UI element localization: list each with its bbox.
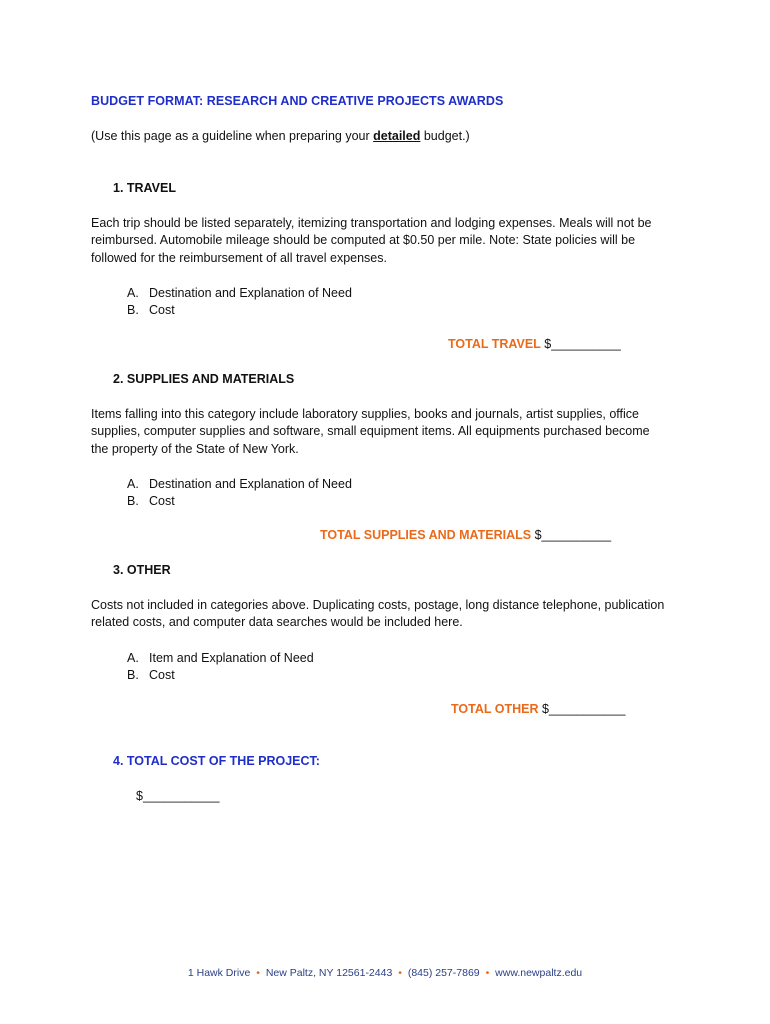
section-paragraph-supplies [91,406,681,458]
paragraph-line: Costs not included in categories above. Duplicating costs, postage, long distance telephone, publication [91,598,665,612]
list-letter: B. [127,494,139,509]
paragraph-line: followed for the reimbursement of all travel expenses. [91,250,387,265]
intro-before: (Use this page as a guideline when preparing your [91,129,374,143]
footer-separator: • [485,967,490,979]
total-blank: $__________ [540,337,621,351]
paragraph-line: Items falling into this category include laboratory supplies, books and journals, artist supplies, office [91,407,639,421]
footer-address: 1 Hawk Drive [187,967,251,979]
list-text: Cost [149,494,175,509]
section-list-other [127,650,314,685]
section-paragraph-travel [91,215,681,267]
paragraph-line: reimbursed. Automobile mileage should be computed at $0.50 per mile. Note: State policies will be [91,233,636,248]
total-blank: $___________ [538,702,626,716]
total-supplies-line [320,528,611,542]
footer-phone: (845) 257-7869 [407,967,480,979]
footer-city: New Paltz, NY 12561-2443 [265,967,393,979]
list-item [127,493,352,510]
list-letter: B. [127,668,139,683]
list-item [127,650,314,667]
list-item [127,667,314,684]
list-text: Destination and Explanation of Need [149,477,352,491]
total-label: TOTAL TRAVEL [448,337,541,351]
grand-total-label: 4. TOTAL COST OF THE PROJECT: [113,754,320,768]
paragraph-line: supplies, computer supplies and software, small equipment items. All equipments purchased become [91,424,650,439]
section-heading-supplies: 2. SUPPLIES AND MATERIALS [113,372,295,386]
section-paragraph-other [91,597,681,632]
section-list-supplies [127,476,352,511]
list-text: Destination and Explanation of Need [149,286,352,300]
section-heading-other: 3. OTHER [113,563,171,577]
paragraph-line: the property of the State of New York. [91,441,299,456]
intro-emphasis: detailed [373,129,421,143]
section-list-travel [127,285,352,320]
document-title: BUDGET FORMAT: RESEARCH AND CREATIVE PROJECTS AWARDS [91,94,504,108]
paragraph-line: Each trip should be listed separately, itemizing transportation and lodging expenses. Meals will not be [91,216,652,230]
footer-separator: • [398,967,402,979]
paragraph-line: related costs, and computer data searches would be included here. [91,615,463,630]
total-blank: $__________ [531,528,612,542]
list-letter: B. [127,303,139,318]
list-text: Cost [149,668,175,683]
list-letter: A. [127,477,139,491]
footer-separator: • [256,967,260,979]
list-letter: A. [127,651,139,665]
list-text: Cost [149,303,175,318]
total-other-line [451,702,625,716]
total-label: TOTAL OTHER [451,702,539,716]
grand-total-blank: $___________ [136,789,220,803]
footer-web-link[interactable]: www.newpaltz.edu [495,967,583,979]
intro-after: budget.) [420,129,470,143]
footer-contact [0,967,770,979]
list-text: Item and Explanation of Need [149,651,314,665]
list-item [127,476,352,493]
total-travel-line [448,337,621,351]
total-label: TOTAL SUPPLIES AND MATERIALS [320,528,532,542]
section-heading-travel: 1. TRAVEL [113,181,176,195]
intro-text [91,128,470,145]
list-item [127,285,352,302]
list-letter: A. [127,286,139,300]
list-item [127,302,352,319]
